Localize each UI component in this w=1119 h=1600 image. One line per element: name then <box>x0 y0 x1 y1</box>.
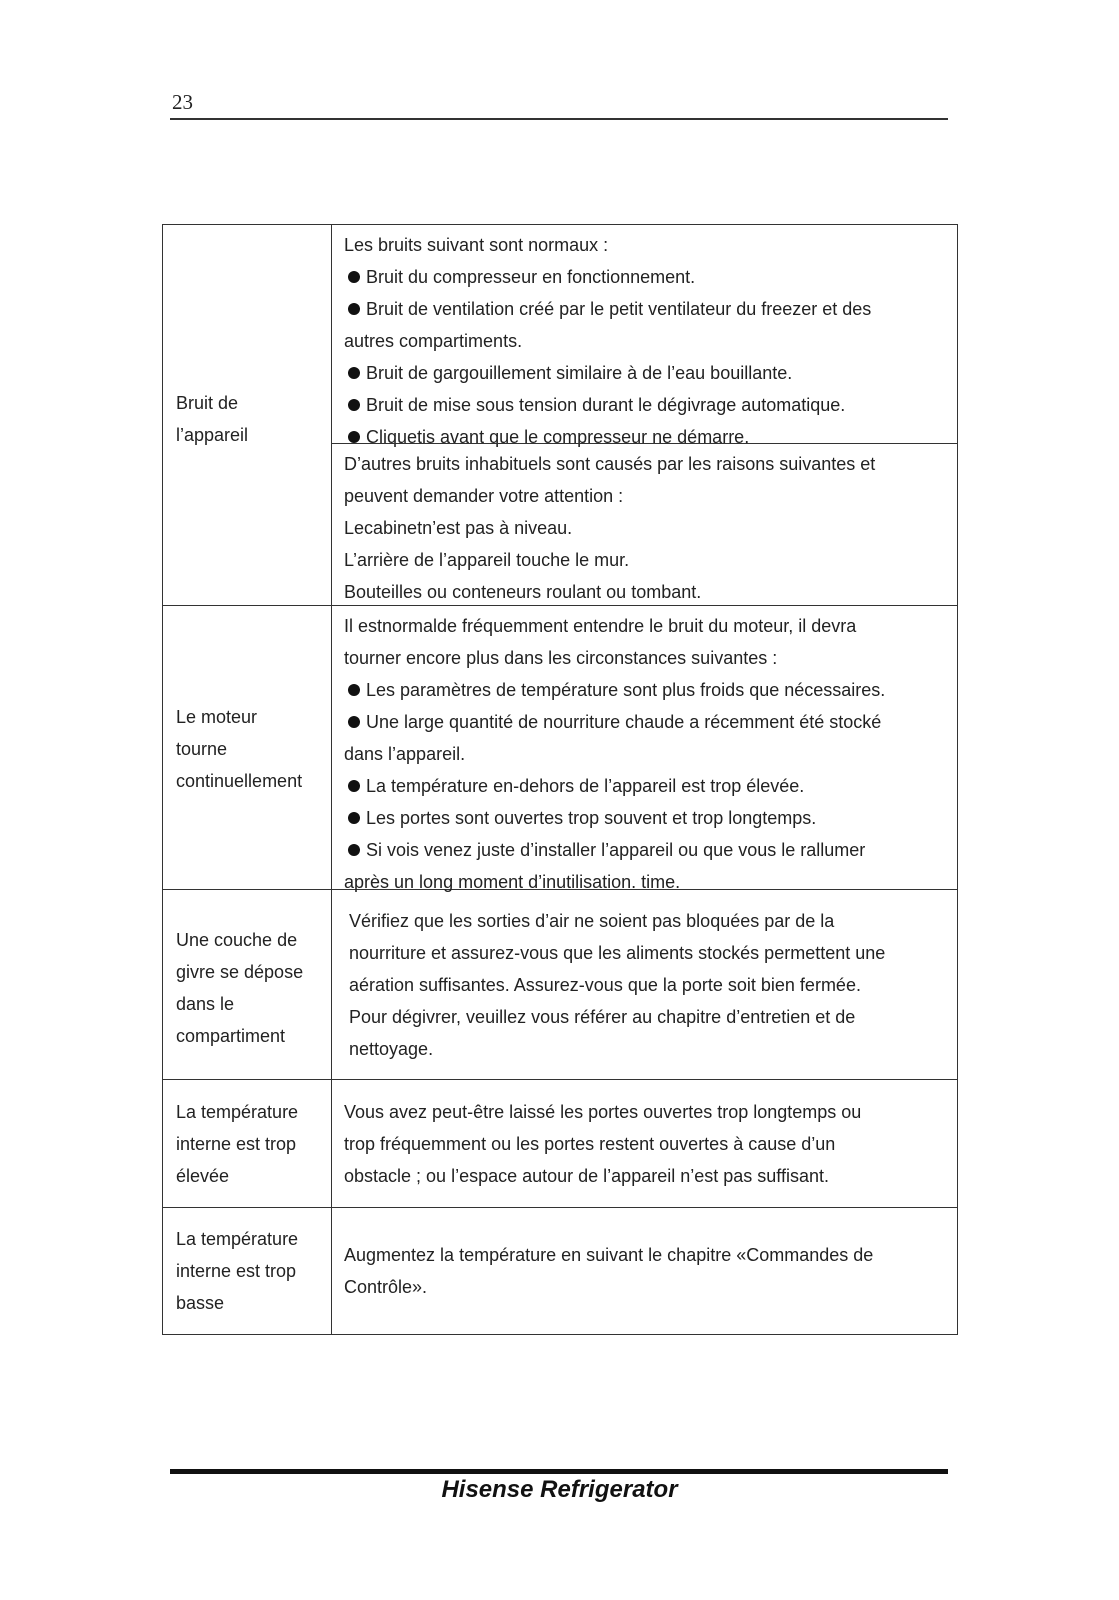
solution-cell <box>332 225 957 605</box>
solution-line: autres compartiments. <box>344 331 523 351</box>
table-row <box>163 225 957 605</box>
solution-cell <box>332 1080 957 1207</box>
footer-brand: Hisense Refrigerator <box>441 1476 678 1503</box>
motor-solution-block <box>332 606 957 890</box>
solution-line: Vous avez peut-être laissé les portes ouvertes trop longtemps ou <box>344 1101 862 1122</box>
solution-line: Vérifiez que les sorties d’air ne soient pas bloquées par de la <box>349 910 835 931</box>
problem-cell <box>163 1208 332 1334</box>
solution-line: Il estnormalde fréquemment entendre le bruit du moteur, il devra <box>344 616 857 636</box>
bullet-item: Les paramètres de température sont plus froids que nécessaires. <box>344 674 933 706</box>
problem-label: Une couche de givre se dépose dans le compartiment <box>176 929 304 1046</box>
solution-line: Augmentez la température en suivant le chapitre «Commandes de <box>344 1245 874 1265</box>
bullet-item: Cliquetis avant que le compresseur ne démarre. <box>344 421 933 453</box>
unusual-noises-block <box>332 443 957 605</box>
solution-line: Bouteilles ou conteneurs roulant ou tombant. <box>344 582 702 602</box>
problem-cell <box>163 225 332 605</box>
solution-line: Contrôle». <box>344 1277 428 1297</box>
problem-label: La température interne est trop élevée <box>176 1101 299 1186</box>
solution-cell <box>332 890 957 1079</box>
problem-cell <box>163 606 332 889</box>
bullet-item: Bruit de ventilation créé par le petit ventilateur du freezer et des <box>344 293 933 325</box>
solution-line: nourriture et assurez-vous que les aliments stockés permettent une <box>349 942 886 963</box>
solution-cell <box>332 1208 957 1334</box>
solution-line: peuvent demander votre attention : <box>344 486 624 506</box>
bullet-item: Si vois venez juste d’installer l’appareil ou que vous le rallumer <box>344 834 933 866</box>
problem-label: Le moteur tourne continuellement <box>176 706 303 791</box>
solution-line: Lecabinetn’est pas à niveau. <box>344 518 573 538</box>
bullet-item: Une large quantité de nourriture chaude a récemment été stocké <box>344 706 933 738</box>
solution-line: obstacle ; ou l’espace autour de l’appareil n’est pas suffisant. <box>344 1165 829 1186</box>
bullet-item: La température en-dehors de l’appareil est trop élevée. <box>344 770 933 802</box>
header-rule <box>170 118 948 120</box>
page-number: 23 <box>172 90 193 114</box>
bullet-item: Les portes sont ouvertes trop souvent et trop longtemps. <box>344 802 933 834</box>
frost-solution-block <box>332 890 957 1079</box>
solution-line: après un long moment d’inutilisation. time. <box>344 872 681 892</box>
bullet-item: Bruit de gargouillement similaire à de l’eau bouillante. <box>344 357 933 389</box>
solution-line: aération suffisantes. Assurez-vous que la porte soit bien fermée. <box>349 974 861 995</box>
solution-cell <box>332 606 957 892</box>
problem-cell <box>163 1080 332 1207</box>
problem-label: Bruit de l’appareil <box>176 393 249 445</box>
low-temp-solution-block <box>332 1208 957 1334</box>
solution-line: Les bruits suivant sont normaux : <box>344 235 609 255</box>
table-row <box>163 1207 957 1334</box>
solution-line: nettoyage. <box>349 1038 434 1059</box>
high-temp-solution-block <box>332 1080 957 1207</box>
table-row <box>163 889 957 1079</box>
normal-noises-block <box>332 225 957 447</box>
solution-line: L’arrière de l’appareil touche le mur. <box>344 550 630 570</box>
table-row <box>163 605 957 892</box>
problem-label: La température interne est trop basse <box>176 1229 299 1313</box>
troubleshooting-table <box>162 224 958 1335</box>
bullet-item: Bruit du compresseur en fonctionnement. <box>344 261 933 293</box>
footer-rule <box>170 1469 948 1474</box>
solution-line: D’autres bruits inhabituels sont causés par les raisons suivantes et <box>344 454 876 474</box>
solution-line: tourner encore plus dans les circonstances suivantes : <box>344 648 778 668</box>
solution-line: dans l’appareil. <box>344 744 466 764</box>
problem-cell <box>163 890 332 1079</box>
bullet-item: Bruit de mise sous tension durant le dégivrage automatique. <box>344 389 933 421</box>
solution-line: trop fréquemment ou les portes restent ouvertes à cause d’un <box>344 1133 836 1154</box>
solution-line: Pour dégivrer, veuillez vous référer au chapitre d’entretien et de <box>349 1006 856 1027</box>
table-row <box>163 1079 957 1207</box>
